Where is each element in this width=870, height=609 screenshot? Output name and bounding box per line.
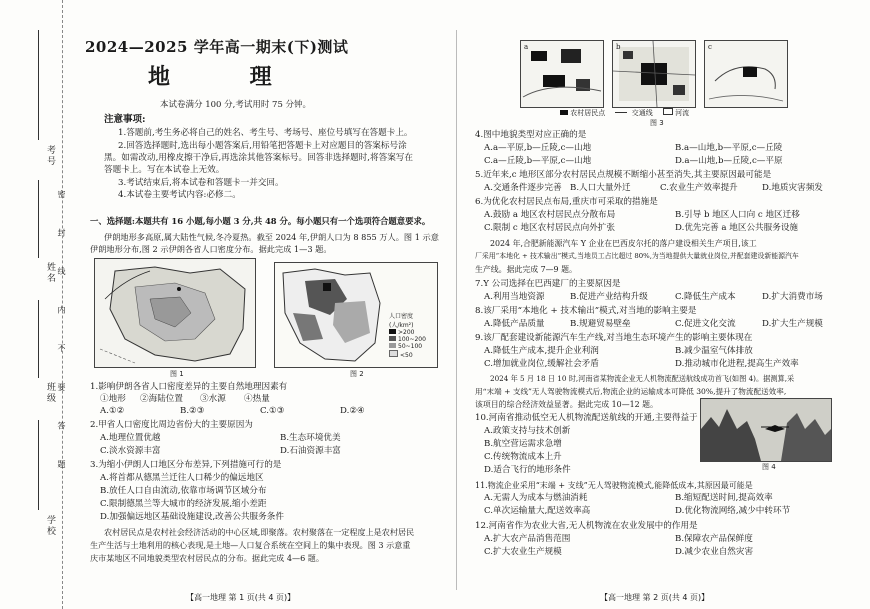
q1-opt: ①地形 (100, 394, 126, 404)
note-item: 黑。如需改动,用橡皮擦干净后,再选涂其他答案标号。回答非选择题时,将答案写在 (104, 153, 413, 163)
exam-title: 2024—2025 学年高一期末(下)测试 (85, 38, 349, 56)
note-item: 1.答题前,考生务必将自己的姓名、考生号、考场号、座位号填写在答题卡上。 (118, 128, 413, 138)
question-5: 5.近年来,c 地形区部分农村居民点规模不断缩小甚至消失,其主要原因最可能是 (475, 170, 772, 180)
panel-label: b (616, 43, 621, 51)
footer-right: 【高一地理 第 2 页(共 4 页)】 (600, 593, 710, 602)
q6-answer: B.引导 b 地区人口向 c 地区迁移 (675, 210, 800, 220)
q4-answer: C.a—丘陵,b—平原,c—山地 (484, 156, 592, 166)
legend-item: 100~200 (389, 336, 433, 343)
q11-answer: A.无需人为成本与燃油消耗 (484, 493, 588, 503)
q1-opt: ④热量 (244, 394, 270, 404)
q11-answer: D.优化物流网络,减少中转环节 (675, 506, 791, 516)
section1-heading: 一、选择题:本题共有 16 小题,每小题 3 分,共 48 分。每小题只有一个选项符合题意要求。 (90, 216, 431, 226)
passage-village: 庆市某地区不同地貌类型农村居民点的分布。据此完成 4—6 题。 (90, 553, 324, 563)
note-item: 4.本试卷主要考试内容:必修二。 (118, 190, 241, 200)
q6-answer: D.优先完善 a 地区公共服务设施 (675, 223, 799, 233)
q9-answer: D.推动城市化进程,提高生产效率 (675, 359, 799, 369)
q1-answer: C.①③ (260, 406, 285, 416)
figure-2-caption: 图 2 (350, 370, 364, 378)
question-3: 3.为缩小伊朗人口地区分布差异,下列措施可行的是 (90, 460, 282, 470)
q11-answer: C.单次运输量大,配送效率高 (484, 506, 591, 516)
question-9: 9.该厂配套建设新能源汽车生产线,对当地生态环境产生的影响主要体现在 (475, 333, 753, 343)
q1-answer: D.②④ (340, 406, 365, 416)
q6-answer: C.限制 c 地区农村居民点向外扩张 (484, 223, 615, 233)
question-4: 4.图中地貌类型对应正确的是 (475, 130, 587, 140)
q8-answer: A.降低产品质量 (484, 319, 545, 329)
passage-village: 生产生活与土地利用的核心表现,是土地—人口复合系统在空间上的集中表现。图 3 示意重 (90, 540, 411, 550)
passage-village: 农村居民点是农村社会经济活动的中心区域,即聚落。农村聚落在一定程度上是农村居民 (104, 527, 415, 537)
notes-heading: 注意事项: (104, 114, 146, 125)
score-line: 本试卷满分 100 分,考试用时 75 分钟。 (160, 100, 312, 110)
q10-answer: B.航空营运需求急增 (484, 439, 562, 449)
field-kaohao: 考号 (45, 145, 55, 167)
legend-title: 人口密度 (389, 313, 414, 320)
q9-answer: A.降低生产成本,提升企业利润 (484, 346, 599, 356)
q4-answer: D.a—山地,b—丘陵,c—平原 (675, 156, 783, 166)
q7-answer: D.扩大消费市场 (762, 292, 823, 302)
figure-1-caption: 图 1 (170, 370, 184, 378)
section1-intro: 伊朗地形多高原,属大陆性气候,冬冷夏热。截至 2024 年,伊朗人口为 8 855 万人。图 1 示意 (104, 232, 439, 242)
q4-answer: B.a—山地,b—平原,c—丘陵 (675, 143, 783, 153)
binding-strip (0, 0, 66, 609)
q2-answer: B.生态环境优美 (280, 433, 341, 443)
q7-answer: C.降低生产成本 (675, 292, 736, 302)
question-2: 2.甲省人口密度比周边省份大的主要原因为 (90, 420, 253, 430)
q12-answer: B.保障农产品保鲜度 (675, 534, 753, 544)
q11-answer: B.缩短配送时间,提高效率 (675, 493, 773, 503)
q3-answer: B.放任人口自由流动,依靠市场调节区域分布 (100, 486, 267, 496)
q1-answer: A.①② (100, 406, 125, 416)
passage-y-company: 生产线。据此完成 7—9 题。 (475, 265, 577, 274)
panel-label: c (708, 43, 712, 51)
q12-answer: A.扩大农产品消售范围 (484, 534, 571, 544)
legend-unit: (人/km²) (389, 322, 414, 329)
figure-4-photo (700, 398, 832, 462)
q9-answer: B.减少温室气体排放 (675, 346, 753, 356)
q1-opt: ②海陆位置 (140, 394, 183, 404)
figure-3-panel-c (704, 40, 788, 108)
figure-2-map (274, 262, 438, 368)
legend-item: >200 (389, 329, 433, 336)
q10-answer: D.适合飞行的地形条件 (484, 465, 571, 475)
passage-y-company: 2024 年,合肥新能源汽车 Y 企业在巴西皮尔托的落户建设相关生产项目,该工 (490, 239, 757, 248)
panel-label: a (524, 43, 529, 51)
passage-drone: 用“末端 + 支线”无人驾驶物流模式后,物流企业的运输成本可降低 30%,提升了物流配送效率, (475, 387, 787, 396)
question-8: 8.该厂采用“本地化 + 技术输出”模式,对当地的影响主要是 (475, 306, 697, 316)
q8-answer: C.促进文化交流 (675, 319, 736, 329)
legend-item: <50 (389, 350, 433, 359)
q12-answer: D.减少农业自然灾害 (675, 547, 754, 557)
q5-answer: B.人口大量外迁 (570, 183, 631, 193)
note-item: 答题卡上。写在本试卷上无效。 (104, 165, 225, 175)
legend-item: 50~100 (389, 343, 433, 350)
footer-left: 【高一地理 第 1 页(共 4 页)】 (186, 593, 296, 602)
q3-answer: A.将首都从德黑兰迁往人口稀少的偏远地区 (100, 473, 264, 483)
iran-terrain-svg (95, 259, 255, 367)
question-12: 12.河南省作为农业大省,无人机物流在农业发展中的作用是 (475, 521, 698, 531)
figure-2-legend (389, 311, 433, 359)
passage-y-company: 厂采用“本地化 + 技术输出”模式,当地员工占比超过 80%,为当地提供大量就业岗位,并配套建设新能源汽车 (475, 252, 799, 260)
q7-answer: B.促进产业结构升级 (570, 292, 648, 302)
figure-1-map (94, 258, 256, 368)
q1-answer: B.②③ (180, 406, 205, 416)
q8-answer: B.规避贸易壁垒 (570, 319, 631, 329)
q2-answer: D.石油资源丰富 (280, 446, 341, 456)
q5-answer: C.农业生产效率提升 (660, 183, 738, 193)
figure-3-panel-b (612, 40, 696, 108)
q8-answer: D.扩大生产规模 (762, 319, 823, 329)
iran-population-svg (275, 263, 385, 367)
note-item: 3.考试结束后,将本试卷和答题卡一并交回。 (118, 178, 284, 188)
page-divider (456, 30, 457, 590)
passage-drone: 该项目的综合经济效益显著。据此完成 10—12 题。 (475, 400, 658, 409)
question-7: 7.Y 公司选择在巴西建厂的主要原因是 (475, 279, 621, 289)
exam-subject: 地 理 (148, 64, 308, 90)
section1-intro: 伊朗地形分布,图 2 示伊朗各省人口密度分布。据此完成 1—3 题。 (90, 244, 332, 254)
q5-answer: D.地质灾害频发 (762, 183, 823, 193)
question-1: 1.影响伊朗各省人口密度差异的主要自然地理因素有 (90, 382, 288, 392)
figure-3-caption: 图 3 (650, 119, 664, 127)
question-11: 11.物流企业采用“末端 + 支线”无人驾驶物流模式,能降低成本,其原因最可能是 (475, 481, 753, 490)
question-6: 6.为优化农村居民点布局,重庆市可采取的措施是 (475, 197, 658, 207)
seal-line-text: 密 封 线 内 不 要 答 题 (57, 190, 66, 482)
q9-answer: C.增加就业岗位,缓解社会矛盾 (484, 359, 599, 369)
q2-answer: A.地理位置优越 (100, 433, 161, 443)
q2-answer: C.淡水资源丰富 (100, 446, 161, 456)
q1-opt: ③水源 (200, 394, 226, 404)
q3-answer: C.限制德黑兰等大城市的经济发展,缩小差距 (100, 499, 267, 509)
q12-answer: C.扩大农业生产规模 (484, 547, 562, 557)
field-name: 姓名 (45, 262, 55, 284)
q7-answer: A.利用当地资源 (484, 292, 545, 302)
passage-drone: 2024 年 5 月 18 日 10 时,河南省某物流企业无人机物流配送航线成功首飞(如图 4)。据测算,采 (490, 374, 795, 383)
q3-answer: D.加强偏远地区基础设施建设,改善公共服务条件 (100, 512, 284, 522)
question-10: 10.河南省推动低空无人机物流配送航线的开通,主要得益于 (475, 413, 698, 423)
q4-answer: A.a—平原,b—丘陵,c—山地 (484, 143, 592, 153)
figure-4-caption: 图 4 (762, 463, 776, 471)
q6-answer: A.鼓励 a 地区农村居民点分散布局 (484, 210, 616, 220)
q5-answer: A.交通条件逐步完善 (484, 183, 562, 193)
field-class: 班级 (45, 382, 55, 404)
q10-answer: A.政策支持与技术创新 (484, 426, 571, 436)
field-school: 学校 (45, 515, 55, 537)
figure-3-panel-a (520, 40, 604, 108)
figure-3-legend: 农村居民点 交通线 河流 (560, 108, 689, 118)
note-item: 2.回答选择题时,选出每小题答案后,用铅笔把答题卡上对应题目的答案标号涂 (118, 141, 407, 151)
q10-answer: C.传统物流成本上升 (484, 452, 562, 462)
